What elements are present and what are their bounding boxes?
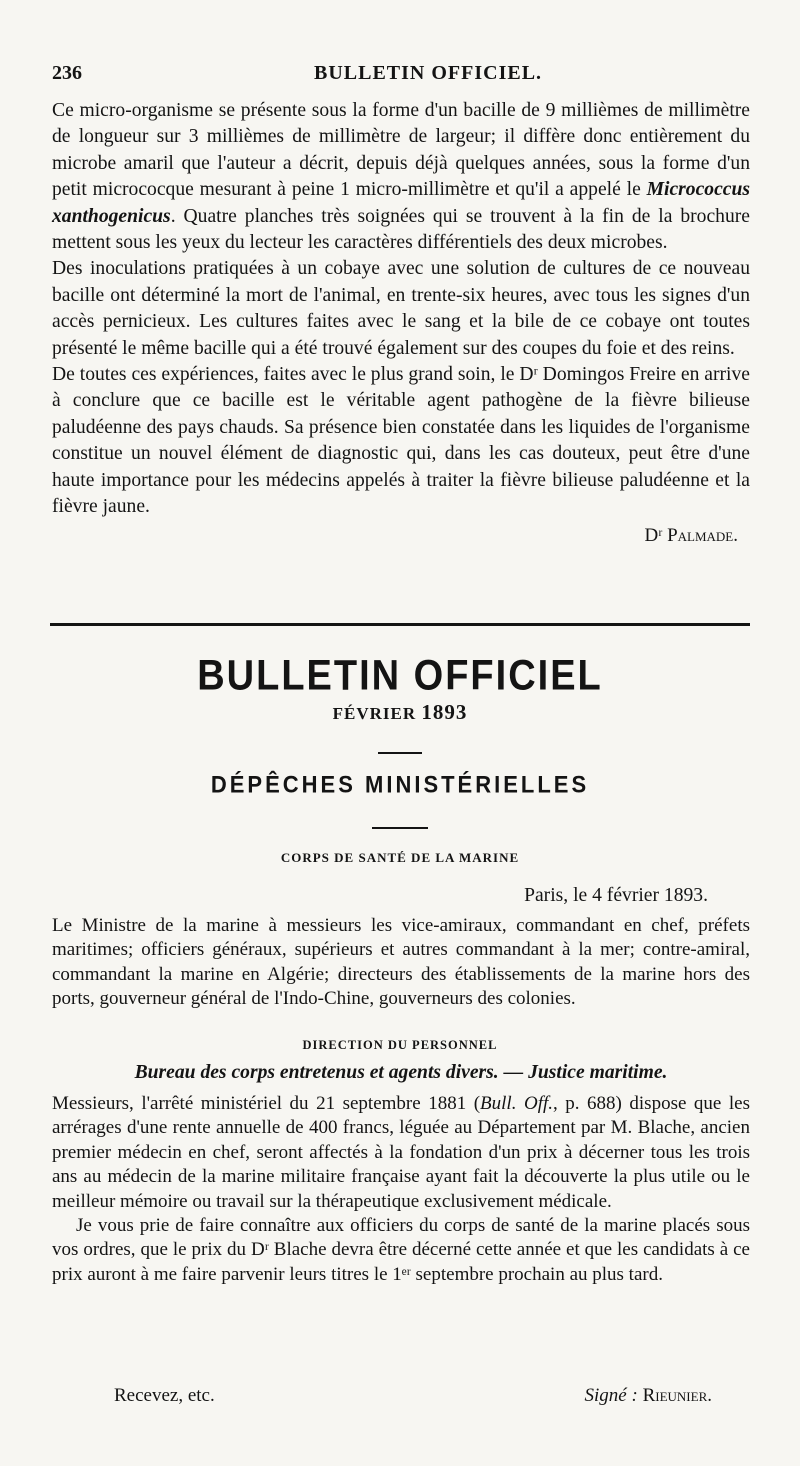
running-title: BULLETIN OFFICIEL.	[314, 62, 543, 84]
address-block	[52, 914, 750, 1012]
issue-date	[0, 700, 800, 725]
signed-name: Rieunier.	[642, 1385, 712, 1406]
address-paragraph: Le Ministre de la marine à messieurs les vice-amiraux, commandant en chef, préfets maritimes; officiers généraux, supérieurs et autres commandant à la mer; contre-amiral, commandant la marine en Algérie; directeurs des établissements de la marine hors des ports, gouverneur général de l'Indo-Chine, gouverneurs des colonies.	[52, 915, 750, 1010]
dateline: Paris, le 4 février 1893.	[524, 885, 708, 906]
letter-body	[52, 1092, 750, 1287]
running-head	[52, 62, 750, 92]
corps-heading: CORPS DE SANTÉ DE LA MARINE	[280, 850, 520, 865]
page-number: 236	[52, 62, 82, 84]
signed-label: Signé :	[584, 1385, 638, 1406]
article-paragraph-3: De toutes ces expériences, faites avec le plus grand soin, le Dʳ Domingos Freire en arrive à conclure que ce bacille est le véritable agent pathogène de la fièvre bilieuse paludéenne des pays chauds. Sa présence bien constatée dans les liquides de l'organisme constitue un nouvel élément de diagnostic qui, dans les cas douteux, peut être d'une haute importance pour les médecins appelés à traiter la fièvre bilieuse paludéenne et la fièvre jaune.	[52, 364, 750, 518]
direction-heading: DIRECTION DU PERSONNEL	[302, 1038, 498, 1052]
article-paragraph-1: Ce micro-organisme se présente sous la forme d'un bacille de 9 millièmes de millimètre de longueur sur 3 millièmes de millimètre de largeur; il diffère donc entièrement du microbe amaril que l'auteur a décrit, depuis déjà quelques années, sous la forme d'un petit micrococque mesurant à peine 1 micro-millimètre et qu'il a appelé le Micrococcus xanthogenicus. Quatre planches très soignées qui se trouvent à la fin de la brochure mettent sous les yeux du lecteur les caractères différentiels des deux microbes.	[52, 100, 750, 254]
divider-rule-2	[372, 827, 428, 829]
minister-signature	[585, 1385, 712, 1407]
review-article	[52, 98, 750, 549]
letter-paragraph-2: Je vous prie de faire connaître aux officiers du corps de santé de la marine placés sous vos ordres, que le prix du Dʳ Blache devra être décerné cette année et que les candidats à ce prix auront à me faire parvenir leurs titres le 1ᵉʳ septembre prochain au plus tard.	[52, 1215, 750, 1285]
article-signature: Dʳ Palmade.	[644, 524, 738, 546]
section-rule	[50, 623, 750, 626]
bulletin-reference: Bull. Off.	[480, 1093, 554, 1114]
issue-year: 1893	[421, 700, 468, 724]
species-name: Micrococcus xanthogenicus	[52, 179, 750, 227]
section-heading: DÉPÊCHES MINISTÉRIELLES	[210, 770, 590, 799]
letter-paragraph-1: Messieurs, l'arrêté ministériel du 21 septembre 1881 (Bull. Off., p. 688) dispose que les arrérages d'une rente annuelle de 400 francs, léguée au Département par M. Blache, ancien premier médecin en chef, seront affectés à la fondation d'un prix à décerner tous les trois ans au médecin de la marine militaire française ayant fait la découverte la plus utile ou le meilleur mémoire ou travail sur la thérapeutique exclusivement médicale.	[52, 1093, 750, 1212]
divider-rule	[378, 752, 422, 754]
article-paragraph-2: Des inoculations pratiquées à un cobaye avec une solution de cultures de ce nouveau bacille ont déterminé la mort de l'animal, en trente-six heures, avec tous les signes d'un accès pernicieux. Les cultures faites avec le sang et la bile de ce cobaye ont toutes présenté le même bacille qui a été trouvé également sur des coupes du foie et des reins.	[52, 258, 750, 359]
issue-month: FÉVRIER	[332, 704, 417, 723]
bulletin-title: BULLETIN OFFICIEL	[197, 652, 603, 700]
bureau-heading: Bureau des corps entretenus et agents divers. — Justice maritime.	[134, 1062, 668, 1083]
closing-formula: Recevez, etc.	[114, 1385, 215, 1406]
